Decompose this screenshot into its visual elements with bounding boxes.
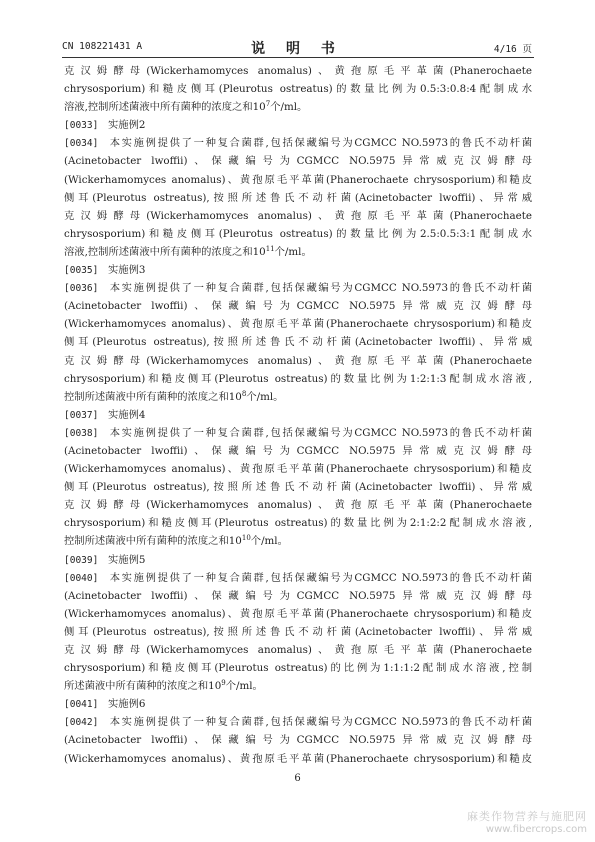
exponent: 10 xyxy=(241,534,251,543)
line-text: 个/ml。 xyxy=(246,390,284,403)
line-text: (Acinetobacter lwoffii)、保藏编号为CGMCC NO.5975异常威克汉姆酵母 xyxy=(64,300,532,313)
line-text: 实施例5 xyxy=(108,553,146,566)
line-text: 克汉姆酵母(Wickerhamomyces anomalus)、黄孢原毛平革菌(Phanerochaete xyxy=(64,209,532,222)
document-body xyxy=(64,62,532,768)
text-line xyxy=(64,152,532,170)
line-text: (Wickerhamomyces anomalus)、黄孢原毛平革菌(Phanerochaete chrysosporium)和糙皮 xyxy=(64,173,532,186)
text-line xyxy=(64,406,532,424)
line-text: chrysosporium)和糙皮侧耳(Pleurotus ostreatus)的比例为1:1:1:2配制成水溶液,控制 xyxy=(64,662,532,675)
line-text: 本实施例提供了一种复合菌群,包括保藏编号为CGMCC NO.5973的鲁氏不动杆菌 xyxy=(108,426,532,439)
line-text: 侧耳(Pleurotus ostreatus),按照所述鲁氏不动杆菌(Acinetobacter lwoffii)、异常威 xyxy=(64,625,532,638)
line-text: (Wickerhamomyces anomalus)、黄孢原毛平革菌(Phanerochaete chrysosporium)和糙皮 xyxy=(64,318,532,331)
line-text: 所述菌液中所有菌种的浓度之和10 xyxy=(64,680,222,693)
text-line xyxy=(64,496,532,514)
text-line xyxy=(64,587,532,605)
line-text: 本实施例提供了一种复合菌群,包括保藏编号为CGMCC NO.5973的鲁氏不动杆菌 xyxy=(108,571,532,584)
text-line xyxy=(64,80,532,98)
text-line xyxy=(64,98,532,116)
text-line xyxy=(64,478,532,496)
text-line xyxy=(64,333,532,351)
paragraph-number: [0033] xyxy=(64,120,99,132)
line-text: 侧耳(Pleurotus ostreatus),按照所述鲁氏不动杆菌(Acinetobacter lwoffii)、异常威 xyxy=(64,336,532,349)
text-line xyxy=(64,315,532,333)
paragraph-number: [0035] xyxy=(64,265,99,277)
exponent: 7 xyxy=(265,100,271,109)
text-line xyxy=(64,261,532,279)
text-line xyxy=(64,623,532,641)
line-text: 个/ml。 xyxy=(274,245,312,258)
line-text: (Wickerhamomyces anomalus)、黄孢原毛平革菌(Phanerochaete chrysosporium)和糙皮 xyxy=(64,607,532,620)
text-line xyxy=(64,171,532,189)
line-text: 克汉姆酵母(Wickerhamomyces anomalus)、黄孢原毛平革菌(Phanerochaete xyxy=(64,354,532,367)
text-line xyxy=(64,532,532,550)
line-text: 个/ml。 xyxy=(225,680,263,693)
text-line xyxy=(64,352,532,370)
line-text: (Wickerhamomyces anomalus)、黄孢原毛平革菌(Phanerochaete chrysosporium)和糙皮 xyxy=(64,463,532,476)
text-line xyxy=(64,677,532,695)
line-text: 个/ml。 xyxy=(270,101,308,114)
header-rule xyxy=(62,57,534,58)
text-line xyxy=(64,605,532,623)
paragraph-number: [0040] xyxy=(64,572,99,584)
line-text: chrysosporium)和糙皮侧耳(Pleurotus ostreatus)的数量比例为2:1:2:2配制成水溶液, xyxy=(64,517,532,530)
text-line xyxy=(64,713,532,731)
text-line xyxy=(64,207,532,225)
page-indicator: 4/16 页 xyxy=(493,44,532,55)
line-text: (Acinetobacter lwoffii)、保藏编号为CGMCC NO.5975异常威克汉姆酵母 xyxy=(64,155,532,168)
line-text: 侧耳(Pleurotus ostreatus),按照所述鲁氏不动杆菌(Acinetobacter lwoffii)、异常威 xyxy=(64,481,532,494)
watermark-site-name: 麻类作物营养与施肥网 xyxy=(467,810,587,823)
text-line xyxy=(64,116,532,134)
text-line xyxy=(64,424,532,442)
watermark-url: www.fibercrops.com xyxy=(485,824,587,835)
line-text: 侧耳(Pleurotus ostreatus),按照所述鲁氏不动杆菌(Acinetobacter lwoffii)、异常威 xyxy=(64,191,532,204)
exponent: 11 xyxy=(265,244,275,253)
text-line xyxy=(64,297,532,315)
paragraph-number: [0042] xyxy=(64,717,99,729)
text-line xyxy=(64,569,532,587)
paragraph-number: [0038] xyxy=(64,427,99,439)
document-title: 说 明 书 xyxy=(251,41,343,57)
line-text: 实施例2 xyxy=(108,119,146,132)
line-text: 控制所述菌液中所有菌种的浓度之和10 xyxy=(64,535,242,548)
text-line xyxy=(64,731,532,749)
page-number: 6 xyxy=(294,773,301,784)
line-text: 溶液,控制所述菌液中所有菌种的浓度之和10 xyxy=(64,245,266,258)
paragraph-number: [0041] xyxy=(64,699,99,711)
line-text: 克汉姆酵母(Wickerhamomyces anomalus)、黄孢原毛平革菌(Phanerochaete xyxy=(64,644,532,656)
text-line xyxy=(64,750,532,768)
text-line xyxy=(64,695,532,713)
text-line xyxy=(64,225,532,243)
watermark xyxy=(467,808,587,835)
text-line xyxy=(64,243,532,261)
line-text: 实施例3 xyxy=(108,264,146,277)
text-line xyxy=(64,551,532,569)
text-line xyxy=(64,460,532,478)
text-line xyxy=(64,514,532,532)
line-text: 本实施例提供了一种复合菌群,包括保藏编号为CGMCC NO.5973的鲁氏不动杆菌 xyxy=(108,282,532,295)
line-text: 控制所述菌液中所有菌种的浓度之和10 xyxy=(64,390,242,403)
line-text: (Acinetobacter lwoffii)、保藏编号为CGMCC NO.5975异常威克汉姆酵母 xyxy=(64,734,532,747)
line-text: chrysosporium)和糙皮侧耳(Pleurotus ostreatus)的数量比例为1:2:1:3配制成水溶液, xyxy=(64,372,532,385)
line-text: 本实施例提供了一种复合菌群,包括保藏编号为CGMCC NO.5973的鲁氏不动杆菌 xyxy=(108,137,532,150)
paragraph-number: [0034] xyxy=(64,138,99,150)
line-text: 个/ml。 xyxy=(250,535,288,548)
line-text: 本实施例提供了一种复合菌群,包括保藏编号为CGMCC NO.5973的鲁氏不动杆菌 xyxy=(108,716,532,729)
line-text: 实施例4 xyxy=(108,408,146,421)
text-line xyxy=(64,370,532,388)
text-line xyxy=(64,659,532,677)
text-line xyxy=(64,62,532,80)
text-line xyxy=(64,641,532,659)
text-line xyxy=(64,442,532,460)
text-line xyxy=(64,279,532,297)
paragraph-number: [0039] xyxy=(64,554,99,566)
exponent: 9 xyxy=(221,679,226,688)
line-text: 溶液,控制所述菌液中所有菌种的浓度之和10 xyxy=(64,101,266,114)
paragraph-number: [0036] xyxy=(64,283,99,295)
line-text: (Acinetobacter lwoffii)、保藏编号为CGMCC NO.5975异常威克汉姆酵母 xyxy=(64,589,532,602)
line-text: (Acinetobacter lwoffii)、保藏编号为CGMCC NO.5975异常威克汉姆酵母 xyxy=(64,444,532,457)
line-text: (Wickerhamomyces anomalus)、黄孢原毛平革菌(Phanerochaete chrysosporium)和糙皮 xyxy=(64,752,532,765)
patent-number: CN 108221431 A xyxy=(62,41,143,52)
line-text: chrysosporium)和糙皮侧耳(Pleurotus ostreatus)的数量比例为0.5:3:0.8:4配制成水 xyxy=(64,83,532,96)
text-line xyxy=(64,388,532,406)
text-line xyxy=(64,134,532,152)
line-text: 克汉姆酵母(Wickerhamomyces anomalus)、黄孢原毛平革菌(Phanerochaete xyxy=(64,65,532,77)
line-text: 克汉姆酵母(Wickerhamomyces anomalus)、黄孢原毛平革菌(Phanerochaete xyxy=(64,499,532,512)
exponent: 8 xyxy=(241,389,247,398)
line-text: 实施例6 xyxy=(108,698,146,711)
paragraph-number: [0037] xyxy=(64,409,99,421)
line-text: chrysosporium)和糙皮侧耳(Pleurotus ostreatus)的数量比例为2.5:0.5:3:1配制成水 xyxy=(64,227,532,240)
text-line xyxy=(64,189,532,207)
page-header xyxy=(62,38,532,56)
